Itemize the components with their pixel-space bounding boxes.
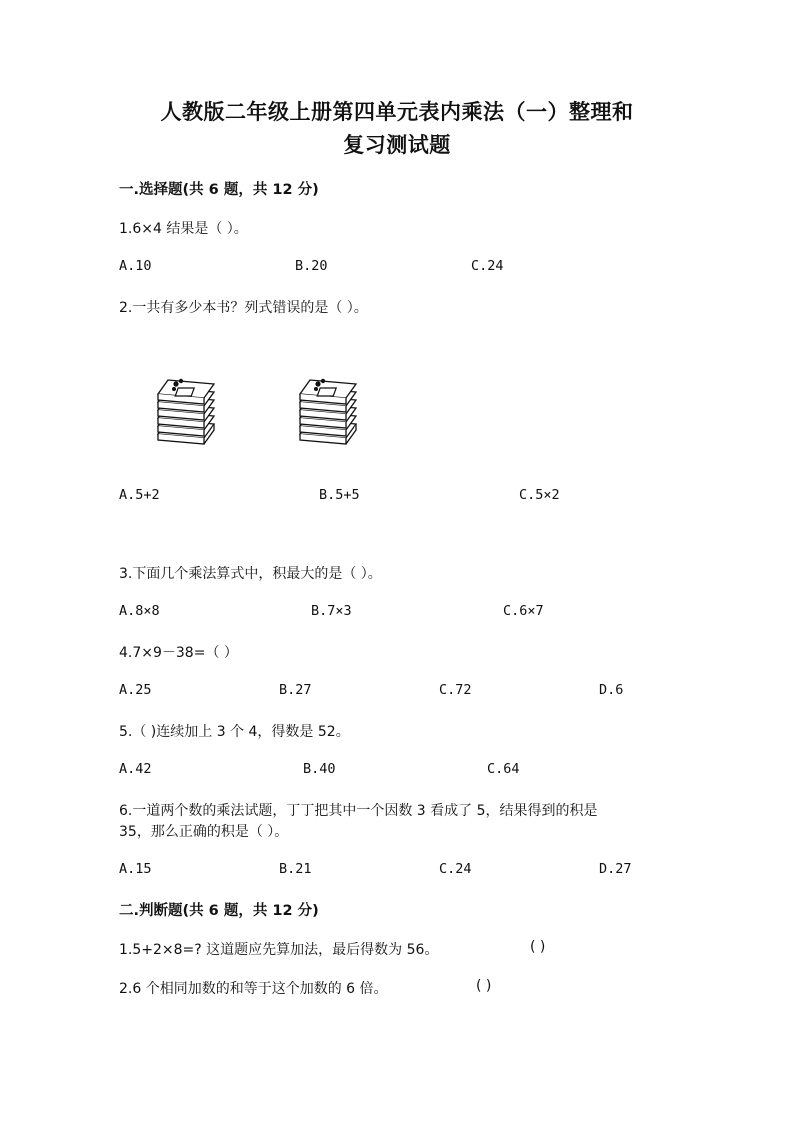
question-6-line2: 35，那么正确的积是（ ）。 bbox=[119, 824, 289, 840]
question-5: 5.（ )连续加上 3 个 4，得数是 52。 bbox=[119, 724, 350, 740]
q1-option-a: A.10 bbox=[119, 258, 152, 274]
question-2: 2.一共有多少本书？列式错误的是（ ）。 bbox=[119, 300, 368, 316]
q6-option-b: B.21 bbox=[279, 861, 312, 877]
question-4: 4.7×9－38=（ ） bbox=[119, 645, 238, 661]
q5-option-b: B.40 bbox=[303, 761, 336, 777]
q2-option-a: A.5+2 bbox=[119, 487, 160, 503]
q2-option-c: C.5×2 bbox=[519, 487, 560, 503]
page-title-line1: 人教版二年级上册第四单元表内乘法（一）整理和 bbox=[160, 100, 634, 124]
book-stack-illustration-2 bbox=[292, 372, 360, 448]
q2-option-b: B.5+5 bbox=[319, 487, 360, 503]
q5-option-c: C.64 bbox=[487, 761, 520, 777]
q3-option-b: B.7×3 bbox=[311, 603, 352, 619]
q3-option-a: A.8×8 bbox=[119, 603, 160, 619]
question-1: 1.6×4 结果是（ ）。 bbox=[119, 221, 248, 237]
q4-option-d: D.6 bbox=[599, 682, 624, 698]
q6-option-c: C.24 bbox=[439, 861, 472, 877]
q4-option-a: A.25 bbox=[119, 682, 152, 698]
q1-option-c: C.24 bbox=[471, 258, 504, 274]
page-title-line2: 复习测试题 bbox=[343, 133, 451, 157]
q1-option-b: B.20 bbox=[295, 258, 328, 274]
section-heading-judgement: 二.判断题(共 6 题，共 12 分) bbox=[119, 903, 319, 919]
q4-option-c: C.72 bbox=[439, 682, 472, 698]
q3-option-c: C.6×7 bbox=[503, 603, 544, 619]
judgement-1: 1.5+2×8=? 这道题应先算加法，最后得数为 56。 bbox=[119, 942, 439, 958]
judgement-1-blank: ( ) bbox=[530, 939, 546, 955]
q6-option-a: A.15 bbox=[119, 861, 152, 877]
q4-option-b: B.27 bbox=[279, 682, 312, 698]
q6-option-d: D.27 bbox=[599, 861, 632, 877]
section-heading-choice: 一.选择题(共 6 题，共 12 分) bbox=[119, 182, 319, 198]
judgement-2-blank: ( ) bbox=[476, 978, 492, 994]
question-6-line1: 6.一道两个数的乘法试题，丁丁把其中一个因数 3 看成了 5，结果得到的积是 bbox=[119, 803, 598, 819]
book-stack-illustration-1 bbox=[150, 372, 218, 448]
question-3: 3.下面几个乘法算式中，积最大的是（ ）。 bbox=[119, 566, 382, 582]
q5-option-a: A.42 bbox=[119, 761, 152, 777]
judgement-2: 2.6 个相同加数的和等于这个加数的 6 倍。 bbox=[119, 981, 388, 997]
